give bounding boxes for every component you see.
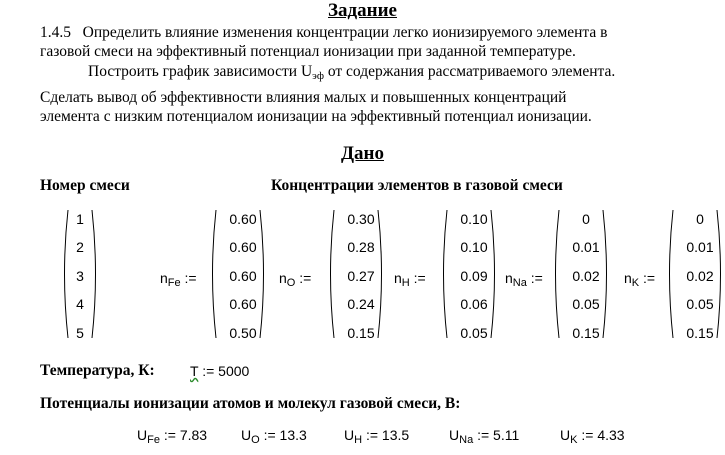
temperature-assignment (190, 363, 249, 379)
potential-o: $U_O$ := 13.3 (241, 427, 307, 446)
task-line-1 (40, 23, 607, 43)
left-paren (551, 208, 561, 340)
concentration-value: 0.05 (460, 324, 488, 341)
left-paren (326, 208, 336, 340)
mix-number-vector (60, 208, 100, 340)
assign-op: := (202, 363, 215, 379)
concentration-value: 0.30 (347, 211, 375, 227)
concentration-value: 0.05 (572, 296, 600, 313)
mix-number: 5 (76, 324, 84, 341)
right-paren (90, 208, 100, 340)
task-line-3 (88, 62, 615, 86)
potential-k: $U_K$ := 4.33 (560, 427, 625, 446)
task-line-3-sub: эф (312, 70, 324, 82)
concentration-label-h: $n_H$ := (394, 270, 426, 289)
task-number: 1.4.5 (40, 24, 71, 41)
concentration-vector-k (665, 208, 723, 340)
concentration-value: 0.01 (686, 239, 714, 256)
task-title: Задание (328, 0, 397, 21)
right-paren (489, 208, 499, 340)
mix-number: 4 (76, 296, 84, 313)
concentration-value: 0 (582, 211, 590, 227)
right-paren (601, 208, 611, 340)
temperature-value: 5000 (218, 363, 250, 379)
concentration-value: 0.10 (460, 239, 488, 256)
temperature-label: Температура, К: (40, 362, 155, 379)
concentration-value: 0.15 (686, 324, 714, 341)
concentration-value: 0.27 (347, 267, 375, 284)
mix-number: 2 (76, 239, 84, 256)
concentration-value: 0.02 (686, 267, 714, 284)
right-paren (376, 208, 386, 340)
task-line-2: газовой смеси на эффективный потенциал ионизации при заданной температуре. (40, 43, 576, 60)
concentration-value: 0.15 (572, 324, 600, 341)
mix-number: 1 (76, 211, 84, 227)
concentration-value: 0.06 (460, 296, 488, 313)
potentials-label: Потенциалы ионизации атомов и молекул газовой смеси, В: (40, 395, 461, 412)
concentration-label-k: $n_K$ := (624, 270, 656, 289)
task-line-3-suffix: от содержания рассматриваемого элемента. (323, 63, 616, 80)
concentration-value: 0.60 (229, 239, 257, 256)
concentration-value: 0.01 (572, 239, 600, 256)
concentration-value: 0.28 (347, 239, 375, 256)
potential-fe: $U_{Fe}$ := 7.83 (137, 427, 208, 446)
concentration-value: 0.09 (460, 267, 488, 284)
concentration-value: 0.15 (347, 324, 375, 341)
right-paren (258, 208, 268, 340)
left-paren (439, 208, 449, 340)
concentration-label-fe: $n_{Fe}$ := (160, 270, 197, 289)
mix-number-header: Номер смеси (40, 177, 130, 194)
concentration-vector-fe (208, 208, 266, 340)
concentration-value: 0.60 (229, 267, 257, 284)
concentration-value: 0 (696, 211, 704, 227)
concentration-vector-o (326, 208, 384, 340)
mix-number: 3 (76, 267, 84, 284)
task-line-3-prefix: Построить график зависимости U (88, 63, 313, 80)
concentration-vector-na (551, 208, 609, 340)
concentration-value: 0.60 (229, 296, 257, 313)
concentration-value: 0.24 (347, 296, 375, 313)
temperature-var: T (190, 363, 199, 379)
concentration-value: 0.02 (572, 267, 600, 284)
concentrations-header: Концентрации элементов в газовой смеси (271, 177, 563, 194)
concentration-value: 0.60 (229, 211, 257, 227)
left-paren (208, 208, 218, 340)
left-paren (665, 208, 675, 340)
right-paren (715, 208, 725, 340)
concentration-label-na: $n_{Na}$ := (505, 270, 543, 289)
task-text: Определить влияние изменения концентрации легко ионизируемого элемента в (82, 24, 608, 41)
potential-na: $U_{Na}$ := 5.11 (449, 427, 520, 446)
concentration-label-o: $n_O$ := (279, 270, 312, 289)
concentration-value: 0.10 (460, 211, 488, 227)
concentration-value: 0.05 (686, 296, 714, 313)
given-title: Дано (340, 143, 385, 164)
concentration-value: 0.50 (229, 324, 257, 341)
potential-h: $U_H$ := 13.5 (344, 427, 410, 446)
task-line-5: элемента с низким потенциалом ионизации на эффективный потенциал ионизации. (40, 108, 592, 125)
task-line-4: Сделать вывод об эффективности влияния малых и повышенных концентраций (40, 89, 567, 106)
concentration-vector-h (439, 208, 497, 340)
